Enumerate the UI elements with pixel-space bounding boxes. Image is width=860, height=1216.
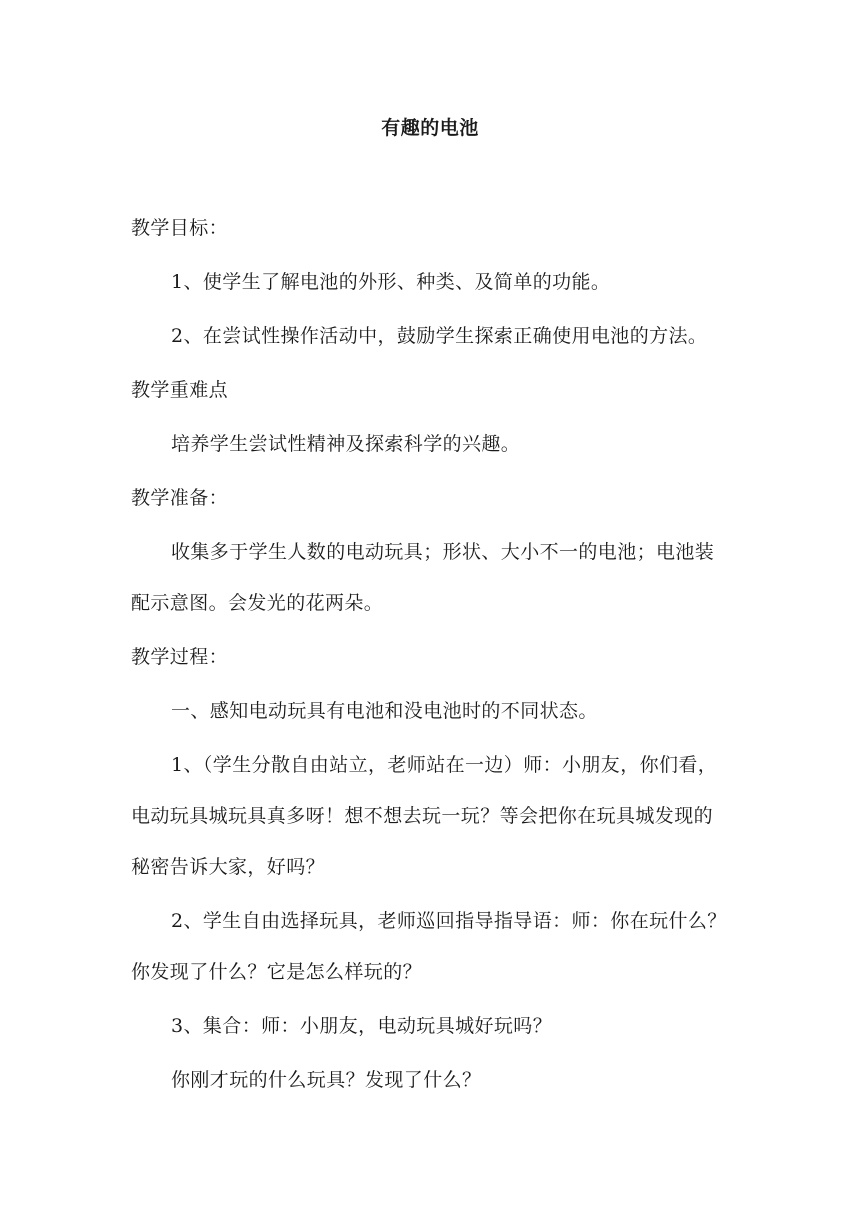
text-line: 2、学生自由选择玩具，老师巡回指导指导语：师：你在玩什么？	[171, 910, 727, 932]
heading-objectives: 教学目标：	[131, 217, 229, 239]
key-point: 培养学生尝试性精神及探索科学的兴趣。	[171, 433, 521, 455]
text-line: 1、（学生分散自由站立，老师站在一边）师：小朋友，你们看，	[171, 754, 718, 776]
objective-2: 2、在尝试性操作活动中，鼓励学生探索正确使用电池的方法。	[171, 325, 708, 347]
process-step-heading: 一、感知电动玩具有电池和没电池时的不同状态。	[171, 700, 598, 722]
text-line: 你发现了什么？它是怎么样玩的？	[131, 961, 423, 983]
objective-1: 1、使学生了解电池的外形、种类、及简单的功能。	[171, 271, 611, 293]
process-step-3: 3、集合：师：小朋友，电动玩具城好玩吗？	[171, 1015, 553, 1037]
document-body	[131, 214, 733, 1120]
process-step-1	[131, 751, 733, 881]
document-title: 有趣的电池	[381, 117, 479, 139]
text-line: 秘密告诉大家，好吗？	[131, 856, 326, 878]
heading-key-points: 教学重难点	[131, 379, 229, 401]
preparation-text	[131, 538, 733, 617]
text-line: 收集多于学生人数的电动玩具；形状、大小不一的电池；电池装	[171, 541, 715, 563]
process-step-3-question: 你刚才玩的什么玩具？发现了什么？	[171, 1069, 482, 1091]
heading-preparation: 教学准备：	[131, 487, 229, 509]
process-step-2	[131, 907, 733, 986]
heading-process: 教学过程：	[131, 646, 229, 668]
text-line: 电动玩具城玩具真多呀！想不想去玩一玩？等会把你在玩具城发现的	[131, 805, 714, 827]
text-line: 配示意图。会发光的花两朵。	[131, 592, 384, 614]
